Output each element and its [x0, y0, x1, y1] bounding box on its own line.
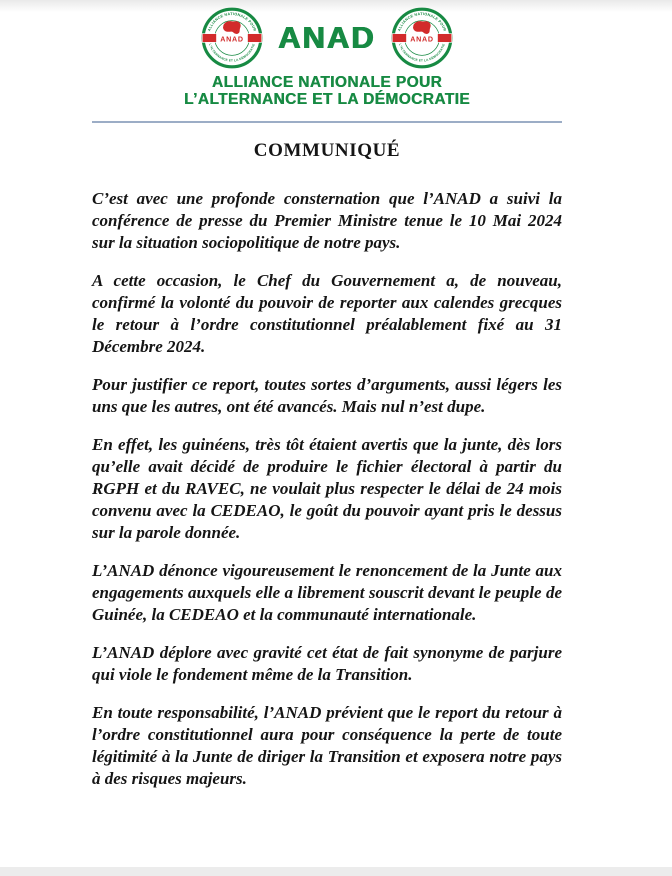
svg-text:ANAD: ANAD	[410, 35, 434, 44]
letterhead	[92, 0, 562, 123]
communique-body	[92, 188, 562, 790]
paragraph: En effet, les guinéens, très tôt étaient avertis que la junte, dès lors qu’elle avait décidé de produire le fichier électoral à partir du RGPH et du RAVEC, ne voulait plus respecter le délai de 24 mois convenu avec la CEDEAO, le goût du pouvoir ayant pris le dessus sur la parole donnée.	[92, 435, 562, 542]
paragraph: A cette occasion, le Chef du Gouvernement a, de nouveau, confirmé la volonté du pouvoir de reporter aux calendes grecques le retour à l’ordre constitutionnel préalablement fixé au 31 Décembre 2024.	[92, 271, 562, 356]
svg-text:L’ALTERNANCE ET LA DÉMOCRATIE: L’ALTERNANCE ET LA DÉMOCRATIE	[208, 42, 257, 63]
svg-text:L’ALTERNANCE ET LA DÉMOCRATIE: L’ALTERNANCE ET LA DÉMOCRATIE	[397, 42, 446, 63]
svg-text:ANAD: ANAD	[220, 35, 244, 44]
communique-title: COMMUNIQUÉ	[253, 140, 401, 161]
document	[92, 0, 562, 806]
anad-seal-icon	[201, 7, 263, 69]
paragraph: L’ANAD déplore avec gravité cet état de fait synonyme de parjure qui viole le fondement même de la Transition.	[92, 643, 562, 684]
paragraph: En toute responsabilité, l’ANAD prévient que le report du retour à l’ordre constitutionnel aura pour conséquence la perte de toute légitimité à la Junte de diriger la Transition et exposera notre pays à des risques majeurs.	[92, 703, 562, 788]
anad-seal-icon	[391, 7, 453, 69]
svg-text:ALLIANCE NATIONALE POUR: ALLIANCE NATIONALE POUR	[207, 12, 258, 32]
svg-text:ALLIANCE NATIONALE POUR: ALLIANCE NATIONALE POUR	[396, 12, 447, 32]
org-name	[92, 74, 562, 108]
logo-row	[92, 7, 562, 69]
paragraph: L’ANAD dénonce vigoureusement le renoncement de la Junte aux engagements auxquels elle a librement souscrit devant le peuple de Guinée, la CEDEAO et la communauté internationale.	[92, 561, 562, 624]
screen-bottom-edge	[0, 867, 672, 876]
paragraph: C’est avec une profonde consternation que l’ANAD a suivi la conférence de presse du Premier Ministre tenue le 10 Mai 2024 sur la situation sociopolitique de notre pays.	[92, 189, 562, 252]
header-divider	[92, 121, 562, 123]
org-acronym: ANAD	[278, 20, 376, 55]
org-name-line1: ALLIANCE NATIONALE POUR	[211, 74, 443, 91]
org-name-line2: L’ALTERNANCE ET LA DÉMOCRATIE	[184, 91, 470, 108]
paragraph: Pour justifier ce report, toutes sortes d’arguments, aussi légers les uns que les autres, ont été avancés. Mais nul n’est dupe.	[92, 375, 562, 416]
